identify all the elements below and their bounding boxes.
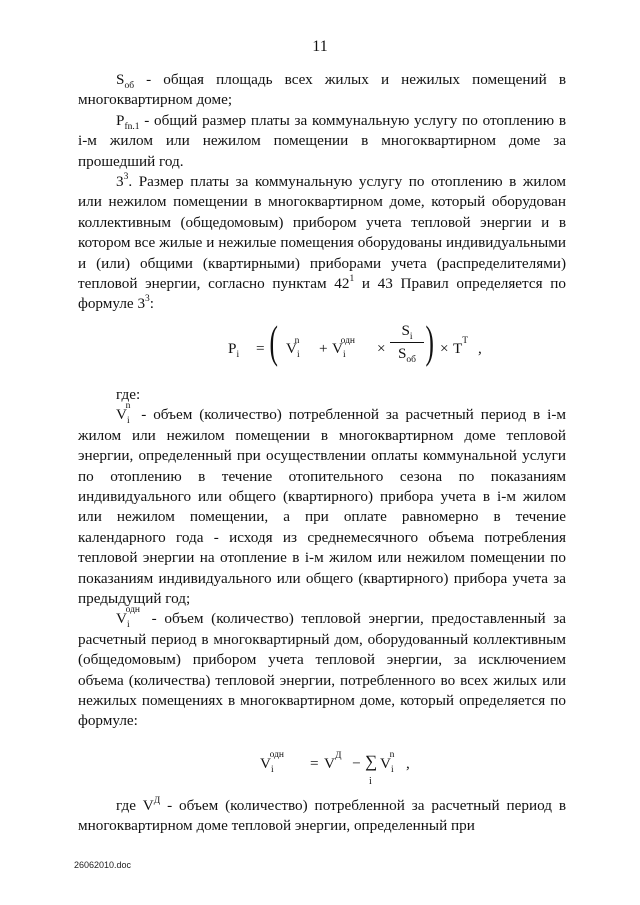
fraction-s xyxy=(390,321,424,365)
footer-filename: 26062010.doc xyxy=(74,860,132,870)
formula2-end: , xyxy=(406,754,410,772)
paragraph-text: . Размер платы за коммунальную услугу по отоплению в жилом или нежилом помещении в многоквартирном доме, который оборудован коллективным (общедомовым) прибором учета тепловой энергии и в котором все жилые и нежилые помещения оборудованы индивидуальными и (или) общими (квартирными) приборами учета (распределителями) тепловой энергии, согласно пунктам 42 xyxy=(78,173,566,293)
fraction-numerator: $S_i$ xyxy=(401,321,413,342)
symbol-sub: fn.1 xyxy=(124,121,140,132)
reference-sup: 1 xyxy=(349,274,355,284)
formula2-minus: − xyxy=(352,754,361,772)
paragraph-text-3: : xyxy=(149,295,155,313)
item-number-sup: 3 xyxy=(123,171,129,182)
symbol-sup: одн xyxy=(125,605,141,616)
definition-text: - объем (количество) потребленной за расчетный период в i-м жилом или нежилом помещении в многоквартирном доме тепловой энергии, определенный при осуществлении оплаты коммунальной услуги по отоплению в течение отопительного сезона по показаниям индивидуального или общего (квартирного) прибора учета в i-м жилом или нежилом помещении, а при оплате равномерно в течение календарного года - исходя из среднемесячного объема потребления тепловой энергии на отопление в i-м жилом или нежилом помещении по показаниям индивидуального или общего (квартирного) прибора учета за предыдущий год; xyxy=(78,406,566,607)
symbol-sub: i xyxy=(126,620,130,631)
formula-lhs: $P_i$ xyxy=(228,339,240,360)
formula-times-2: × xyxy=(440,339,449,357)
formula-tariff: $T^T$ xyxy=(453,335,469,357)
paragraph-text-2: и 43 Правил определяется по формуле 3 xyxy=(78,275,566,313)
definition-text: - объем (количество) потребленной за расчетный период в многоквартирном доме тепловой энергии, определенный при xyxy=(78,796,566,835)
definition-text: - общий размер платы за коммунальную услугу по отоплению в i-м жилом или нежилом помещении в многоквартирном доме за прошедший год. xyxy=(78,111,566,170)
formula-v-odn-calc xyxy=(78,732,566,796)
where-label-1: где: xyxy=(116,385,141,403)
symbol-v: V xyxy=(116,406,127,424)
formula2-eq: = xyxy=(310,754,319,772)
sum-index: i xyxy=(369,775,372,787)
definition-v-n xyxy=(78,401,566,609)
symbol-v: V xyxy=(116,610,127,628)
formula-eq: = xyxy=(256,339,265,357)
fraction-denominator: $S_{об}$ xyxy=(397,345,417,366)
symbol-sup: Д xyxy=(153,795,161,806)
definition-text: - объем (количество) тепловой энергии, предоставленный за расчетный период в многоквартирный дом, оборудованный коллективным (общедомовым) прибором учета тепловой энергии, за исключением объема (количества) тепловой энергии, потребленного во всех жилых или нежилых помещениях в многоквартирном доме, который определяется по формуле: xyxy=(78,610,566,730)
formula2-v-d: $V^Д$ xyxy=(324,750,342,772)
left-paren: ( xyxy=(269,315,278,367)
paragraph-3-3 xyxy=(78,172,566,315)
right-paren: ) xyxy=(425,315,434,367)
sum-sign: ∑ xyxy=(365,751,378,771)
definition-p-fn xyxy=(78,111,566,172)
formula-v-odn: $V_i^{одн}$ xyxy=(332,335,356,360)
symbol-sup: n xyxy=(125,401,131,412)
symbol-s: S xyxy=(116,71,125,88)
definition-s-ob xyxy=(78,70,566,111)
definition-lead: где V xyxy=(116,796,154,814)
item-number: 3 xyxy=(116,173,124,191)
formula-plus: + xyxy=(319,339,328,357)
page-number: 11 xyxy=(312,38,328,55)
symbol-sub: об xyxy=(124,81,135,92)
formula2-v-n: $V_i^n$ xyxy=(380,749,395,775)
formula-times-1: × xyxy=(377,339,386,357)
formula-ref-sup: 3 xyxy=(145,294,150,305)
formula-3-3 xyxy=(78,315,566,385)
body-text xyxy=(78,70,566,837)
formula-v-n: $V_i^n$ xyxy=(286,335,300,360)
symbol-p: P xyxy=(116,111,125,129)
formula-end: , xyxy=(478,339,482,357)
definition-text: - общая площадь всех жилых и нежилых помещений в многоквартирном доме; xyxy=(78,71,566,109)
formula2-lhs: $V_i^{одн}$ xyxy=(260,749,285,775)
definition-v-d xyxy=(78,796,566,837)
symbol-sub: i xyxy=(126,416,130,427)
definition-v-odn xyxy=(78,605,566,731)
